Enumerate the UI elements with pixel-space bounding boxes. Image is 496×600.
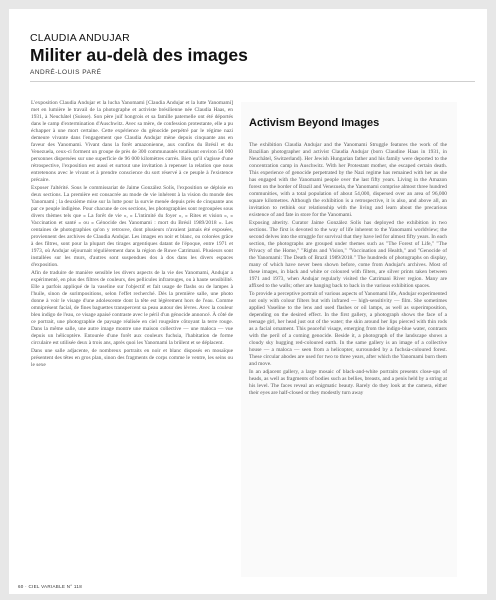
- english-paragraph: To provide a perceptive portrait of various aspects of Yanomami life, Andujar experimented not only with colour filters but with infrared — high-sensitivity — film. She sometimes applied Vaseline to the lens and used flashes or oil lamps, as well as superimposition, depending on the desired effect. In the first gallery, a photograph shows the face of a teenage girl, her head just out of the water; the skin around her lips pierced with thin rods as a facial ornament. This peaceful visage, emerging from the indigo-blue water, contrasts with the peril of a coming genocide. Beside it, a photograph of the landscape shows a cloudy sky hugging red-coloured earth. In the same gallery is an image of a collective house — a maloca — seen from a helicopter, surrounded by a fuchsia-coloured forest. These circular abodes are used for two to three years, after which the Yanomami burn them and move.: [249, 291, 447, 367]
- english-column: [249, 142, 447, 567]
- french-column: [31, 100, 233, 577]
- article-title: Militer au-delà des images: [30, 45, 248, 65]
- article-byline: ANDRÉ-LOUIS PARÉ: [30, 69, 102, 76]
- english-paragraph: Exposing alterity. Curator Jaime González Solís has deployed the exhibition in two sections. The first is devoted to the way of life inherent to the Yanomami worldview; the second delves into the struggle for survival that they have led for almost fifty years. In each section, the photographs are grouped under themes such as "The Forest of Life," "The Privacy of the Home," "Rights and Vision," "Vaccination and Health," and "Genocide of the Yanomami: The Death of Brazil 1989/2018." The hundreds of photographs on display, many of which have never been shown before, come from Andujar's archives. Most of these images, in black and white or coloured with filters, are silver prints taken between 1971 and 1973, when Andujar regularly visited the Catrimani River region. Many are affixed to the walls; other are hanging back to back in the various exhibition spaces.: [249, 220, 447, 289]
- header-divider: [30, 81, 475, 82]
- english-paragraph: The exhibition Claudia Andujar and the Yanomami Struggle features the work of the Brazilian photographer and activist Claudia Andujar (born Claudine Haas in 1931, in Neuchâtel, Switzerland). Her Jewish Hungarian father and his family were deported to the concentration camp in Auschwitz. With her Protestant mother, she escaped certain death. This experience of genocide perpetrated by the Nazi regime has remained with her as she has engaged with the Yanomami people over the last fifty years. Living in the Amazon forest on the border of Brazil and Venezuela, the Yanomami comprise almost three hundred communities, with a total population of about 54,000, dispersed over an area of 96,000 square kilometres. Although the exhibition is a retrospective, it is also, and above all, an invitation to rethink our relationship with the living and learn about the precarious existence of and fate in store for the Yanomami.: [249, 142, 447, 218]
- french-paragraph: Dans une salle adjacente, de nombreux portraits en noir et blanc disposés en mosaïque présentent des têtes en gros plan, sinon des fragments de corps comme le ventre, les seins ou le sexe: [31, 348, 233, 368]
- page-footer: 60 · CIEL VARIABLE N° 118: [18, 584, 82, 589]
- french-paragraph: L'exposition Claudia Andujar et la lucha Yanomami [Claudia Andujar et la lutte Yanomami] met en lumière le travail de la photographe et activiste brésilienne née Claudia Haas, en 1931, à Neuchâtel (Suisse). Son père juif hongrois et sa famille paternelle ont été déportés dans le camp d'extermination d'Auschwitz. Avec sa mère, de confession protestante, elle a pu échapper à une mort certaine. Cette expérience du génocide perpétré par le régime nazi demeure vivante dans l'engagement que Claudia Andujar mène depuis cinquante ans en faveur des Yanomami. Vivant dans la forêt amazonienne, aux confins du Brésil et du Venezuela, ceux-ci forment un groupe de près de 300 communautés totalisant environ 54 000 personnes dispersées sur une superficie de 96 000 kilomètres carrés. Bien qu'il s'agisse d'une rétrospective, l'exposition est aussi et surtout une invitation à repenser la relation que nous entretenons avec le vivant et à prendre conscience du sort réservé à ce peuple à l'existence précaire.: [31, 100, 233, 183]
- english-title: Activism Beyond Images: [249, 117, 380, 129]
- french-paragraph: Exposer l'altérité. Sous le commissariat de Jaime González Solís, l'exposition se déploie en deux sections. La première est consacrée au mode de vie inhérent à la vision du monde des Yanomami ; la deuxième mise sur la lutte pour la survie menée depuis près de cinquante ans par ce peuple indigène. Pour chacune de ces sections, les photographies sont regroupées sous divers thèmes tels que « La forêt de vie », « L'intimité du foyer », « Rites et vision », « Vaccination et santé » ou « Génocide des Yanomami : mort du Brésil 1989/2018 ». Les centaines de photographies qu'on y retrouve, dont plusieurs n'avaient jamais été exposées, proviennent des archives de Claudia Andujar. Les images en noir et blanc, ou colorées grâce à des filtres, sont pour la plupart des tirages argentiques datant de l'époque, entre 1971 et 1973, où Andujar séjournait régulièrement dans la région de Ruwe Catrimani. Plusieurs sont installées sur les murs, d'autres sont suspendues dos à dos dans les divers espaces d'exposition.: [31, 185, 233, 268]
- article-kicker: CLAUDIA ANDUJAR: [30, 32, 130, 44]
- english-paragraph: In an adjacent gallery, a large mosaic of black-and-white portraits presents close-ups of heads, as well as fragments of bodies such as bellies, breasts, and a penis held by a string at his level. The faces reveal an enigmatic beauty. Rarely do they look at the camera, either their eyes are half-closed or they modestly turn away: [249, 369, 447, 396]
- french-paragraph: Afin de traduire de manière sensible les divers aspects de la vie des Yanomami, Andujar a expérimenté, en plus des filtres de couleurs, des pellicules infrarouges, ou à haute sensibilité. Elle a parfois appliqué de la vaseline sur l'objectif et fait usage de flashs ou de lampes à l'huile, sinon de surimpositions, selon l'effet recherché. Dès la première salle, une photo donne à voir le visage d'une adolescente dont la tête est légèrement hors de l'eau. Comme omniprésent facial, de fines baguettes transpercent sa peau autour des lèvres. Avec la couleur bleu indigo de l'eau, ce visage apaisé contraste avec le péril d'un génocide annoncé. À côté de ce portrait, une photographie de paysage réalisée en ciel rougeâtre côtoyant la terre rouge. Dans la même salle, une autre image montre une maison collective — une maloca — vue depuis un hélicoptère. Entourée d'une forêt aux couleurs fuchsia, l'habitation de forme circulaire est utilisée deux à trois ans, après quoi les Yanomami la brûlent et se déplacent.: [31, 270, 233, 346]
